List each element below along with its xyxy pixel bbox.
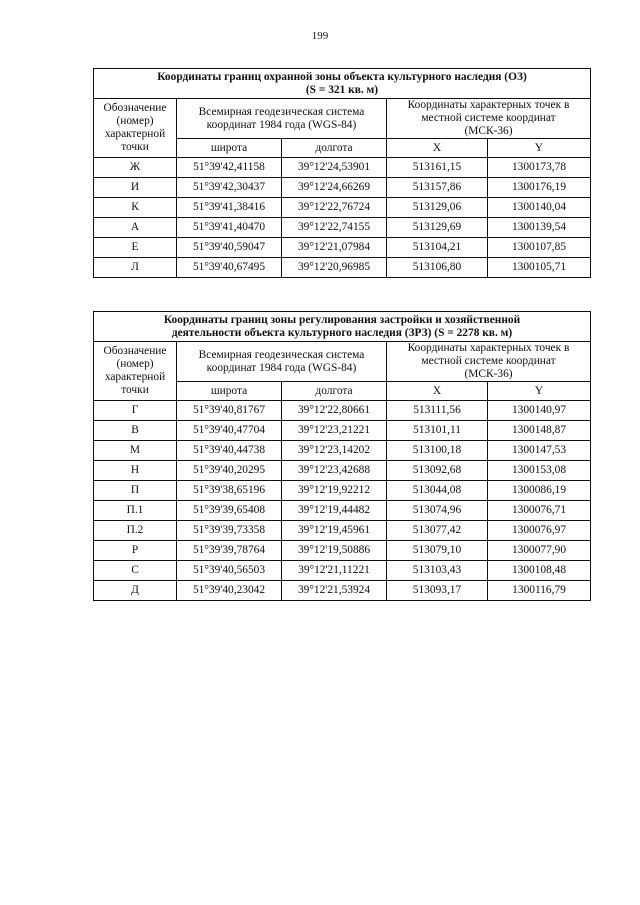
- latitude-cell: 51°39'41,38416: [177, 198, 282, 218]
- x-cell: 513074,96: [387, 501, 488, 521]
- x-cell: 513044,08: [387, 481, 488, 501]
- x-cell: 513093,17: [387, 581, 488, 601]
- longitude-cell: 39°12'21,11221: [282, 561, 387, 581]
- latitude-cell: 51°39'40,44738: [177, 441, 282, 461]
- longitude-cell: 39°12'20,96985: [282, 258, 387, 278]
- latitude-cell: 51°39'38,65196: [177, 481, 282, 501]
- latitude-cell: 51°39'40,81767: [177, 401, 282, 421]
- y-cell: 1300153,08: [488, 461, 591, 481]
- table-row: [94, 158, 591, 178]
- longitude-cell: 39°12'19,50886: [282, 541, 387, 561]
- header-longitude: долгота: [282, 139, 387, 158]
- header-point-designation: Обозначение (номер) характерной точки: [94, 342, 177, 401]
- point-cell: М: [94, 441, 177, 461]
- longitude-cell: 39°12'21,07984: [282, 238, 387, 258]
- header-point-designation: Обозначение (номер) характерной точки: [94, 99, 177, 158]
- x-cell: 513079,10: [387, 541, 488, 561]
- y-cell: 1300076,97: [488, 521, 591, 541]
- header-y: Y: [488, 382, 591, 401]
- latitude-cell: 51°39'40,20295: [177, 461, 282, 481]
- table-body: [94, 158, 591, 278]
- header-x: X: [387, 139, 488, 158]
- longitude-cell: 39°12'24,53901: [282, 158, 387, 178]
- x-cell: 513106,80: [387, 258, 488, 278]
- longitude-cell: 39°12'19,45961: [282, 521, 387, 541]
- table-row: [94, 501, 591, 521]
- point-cell: С: [94, 561, 177, 581]
- y-cell: 1300148,87: [488, 421, 591, 441]
- point-cell: Л: [94, 258, 177, 278]
- header-latitude: широта: [177, 382, 282, 401]
- table-row: [94, 521, 591, 541]
- header-wgs84: Всемирная геодезическая система координат 1984 года (WGS-84): [177, 342, 387, 382]
- x-cell: 513104,21: [387, 238, 488, 258]
- table-row: [94, 461, 591, 481]
- point-cell: П.2: [94, 521, 177, 541]
- table-row: [94, 481, 591, 501]
- x-cell: 513129,06: [387, 198, 488, 218]
- y-cell: 1300086,19: [488, 481, 591, 501]
- table-row: [94, 441, 591, 461]
- x-cell: 513129,69: [387, 218, 488, 238]
- x-cell: 513111,56: [387, 401, 488, 421]
- point-cell: И: [94, 178, 177, 198]
- table-title-line-1: Координаты границ охранной зоны объекта культурного наследия (ОЗ): [157, 71, 527, 83]
- point-cell: Н: [94, 461, 177, 481]
- header-y: Y: [488, 139, 591, 158]
- table-row: [94, 561, 591, 581]
- x-cell: 513077,42: [387, 521, 488, 541]
- latitude-cell: 51°39'41,40470: [177, 218, 282, 238]
- table-row: [94, 401, 591, 421]
- table-header-row: [94, 342, 591, 382]
- protection-zone-table: [93, 68, 591, 278]
- latitude-cell: 51°39'40,67495: [177, 258, 282, 278]
- point-cell: Р: [94, 541, 177, 561]
- table-row: [94, 421, 591, 441]
- longitude-cell: 39°12'22,76724: [282, 198, 387, 218]
- point-cell: А: [94, 218, 177, 238]
- y-cell: 1300173,78: [488, 158, 591, 178]
- x-cell: 513092,68: [387, 461, 488, 481]
- y-cell: 1300076,71: [488, 501, 591, 521]
- header-msk36: Координаты характерных точек в местной системе координат (МСК-36): [387, 99, 591, 139]
- latitude-cell: 51°39'40,56503: [177, 561, 282, 581]
- y-cell: 1300139,54: [488, 218, 591, 238]
- table-row: [94, 581, 591, 601]
- point-cell: В: [94, 421, 177, 441]
- point-cell: К: [94, 198, 177, 218]
- y-cell: 1300176,19: [488, 178, 591, 198]
- longitude-cell: 39°12'19,44482: [282, 501, 387, 521]
- table-header-row: [94, 99, 591, 139]
- regulation-zone-table: [93, 311, 591, 601]
- longitude-cell: 39°12'23,21221: [282, 421, 387, 441]
- latitude-cell: 51°39'39,73358: [177, 521, 282, 541]
- header-msk36: Координаты характерных точек в местной системе координат (МСК-36): [387, 342, 591, 382]
- y-cell: 1300140,97: [488, 401, 591, 421]
- table-title: [94, 312, 591, 342]
- longitude-cell: 39°12'19,92212: [282, 481, 387, 501]
- point-cell: Е: [94, 238, 177, 258]
- y-cell: 1300108,48: [488, 561, 591, 581]
- longitude-cell: 39°12'22,80661: [282, 401, 387, 421]
- latitude-cell: 51°39'40,59047: [177, 238, 282, 258]
- x-cell: 513161,15: [387, 158, 488, 178]
- table-row: [94, 258, 591, 278]
- y-cell: 1300116,79: [488, 581, 591, 601]
- latitude-cell: 51°39'40,23042: [177, 581, 282, 601]
- table-title-line-2: деятельности объекта культурного наследия (ЗРЗ) (S = 2278 кв. м): [171, 327, 513, 339]
- y-cell: 1300077,90: [488, 541, 591, 561]
- table-row: [94, 218, 591, 238]
- y-cell: 1300140,04: [488, 198, 591, 218]
- table-row: [94, 198, 591, 218]
- x-cell: 513101,11: [387, 421, 488, 441]
- table-body: [94, 401, 591, 601]
- table-title-line-1: Координаты границ зоны регулирования застройки и хозяйственной: [163, 314, 521, 326]
- table-title-row: [94, 312, 591, 342]
- table-title-line-2: (S = 321 кв. м): [305, 84, 379, 96]
- longitude-cell: 39°12'21,53924: [282, 581, 387, 601]
- latitude-cell: 51°39'39,78764: [177, 541, 282, 561]
- table-title: [94, 69, 591, 99]
- y-cell: 1300107,85: [488, 238, 591, 258]
- latitude-cell: 51°39'42,30437: [177, 178, 282, 198]
- header-longitude: долгота: [282, 382, 387, 401]
- table-row: [94, 541, 591, 561]
- y-cell: 1300147,53: [488, 441, 591, 461]
- table-title-row: [94, 69, 591, 99]
- latitude-cell: 51°39'39,65408: [177, 501, 282, 521]
- x-cell: 513103,43: [387, 561, 488, 581]
- point-cell: Г: [94, 401, 177, 421]
- point-cell: П.1: [94, 501, 177, 521]
- header-latitude: широта: [177, 139, 282, 158]
- header-x: X: [387, 382, 488, 401]
- longitude-cell: 39°12'24,66269: [282, 178, 387, 198]
- longitude-cell: 39°12'22,74155: [282, 218, 387, 238]
- page-number: 199: [311, 30, 329, 42]
- latitude-cell: 51°39'40,47704: [177, 421, 282, 441]
- longitude-cell: 39°12'23,14202: [282, 441, 387, 461]
- header-wgs84: Всемирная геодезическая система координат 1984 года (WGS-84): [177, 99, 387, 139]
- table-row: [94, 238, 591, 258]
- point-cell: Ж: [94, 158, 177, 178]
- longitude-cell: 39°12'23,42688: [282, 461, 387, 481]
- point-cell: Д: [94, 581, 177, 601]
- x-cell: 513157,86: [387, 178, 488, 198]
- y-cell: 1300105,71: [488, 258, 591, 278]
- table-row: [94, 178, 591, 198]
- point-cell: П: [94, 481, 177, 501]
- x-cell: 513100,18: [387, 441, 488, 461]
- latitude-cell: 51°39'42,41158: [177, 158, 282, 178]
